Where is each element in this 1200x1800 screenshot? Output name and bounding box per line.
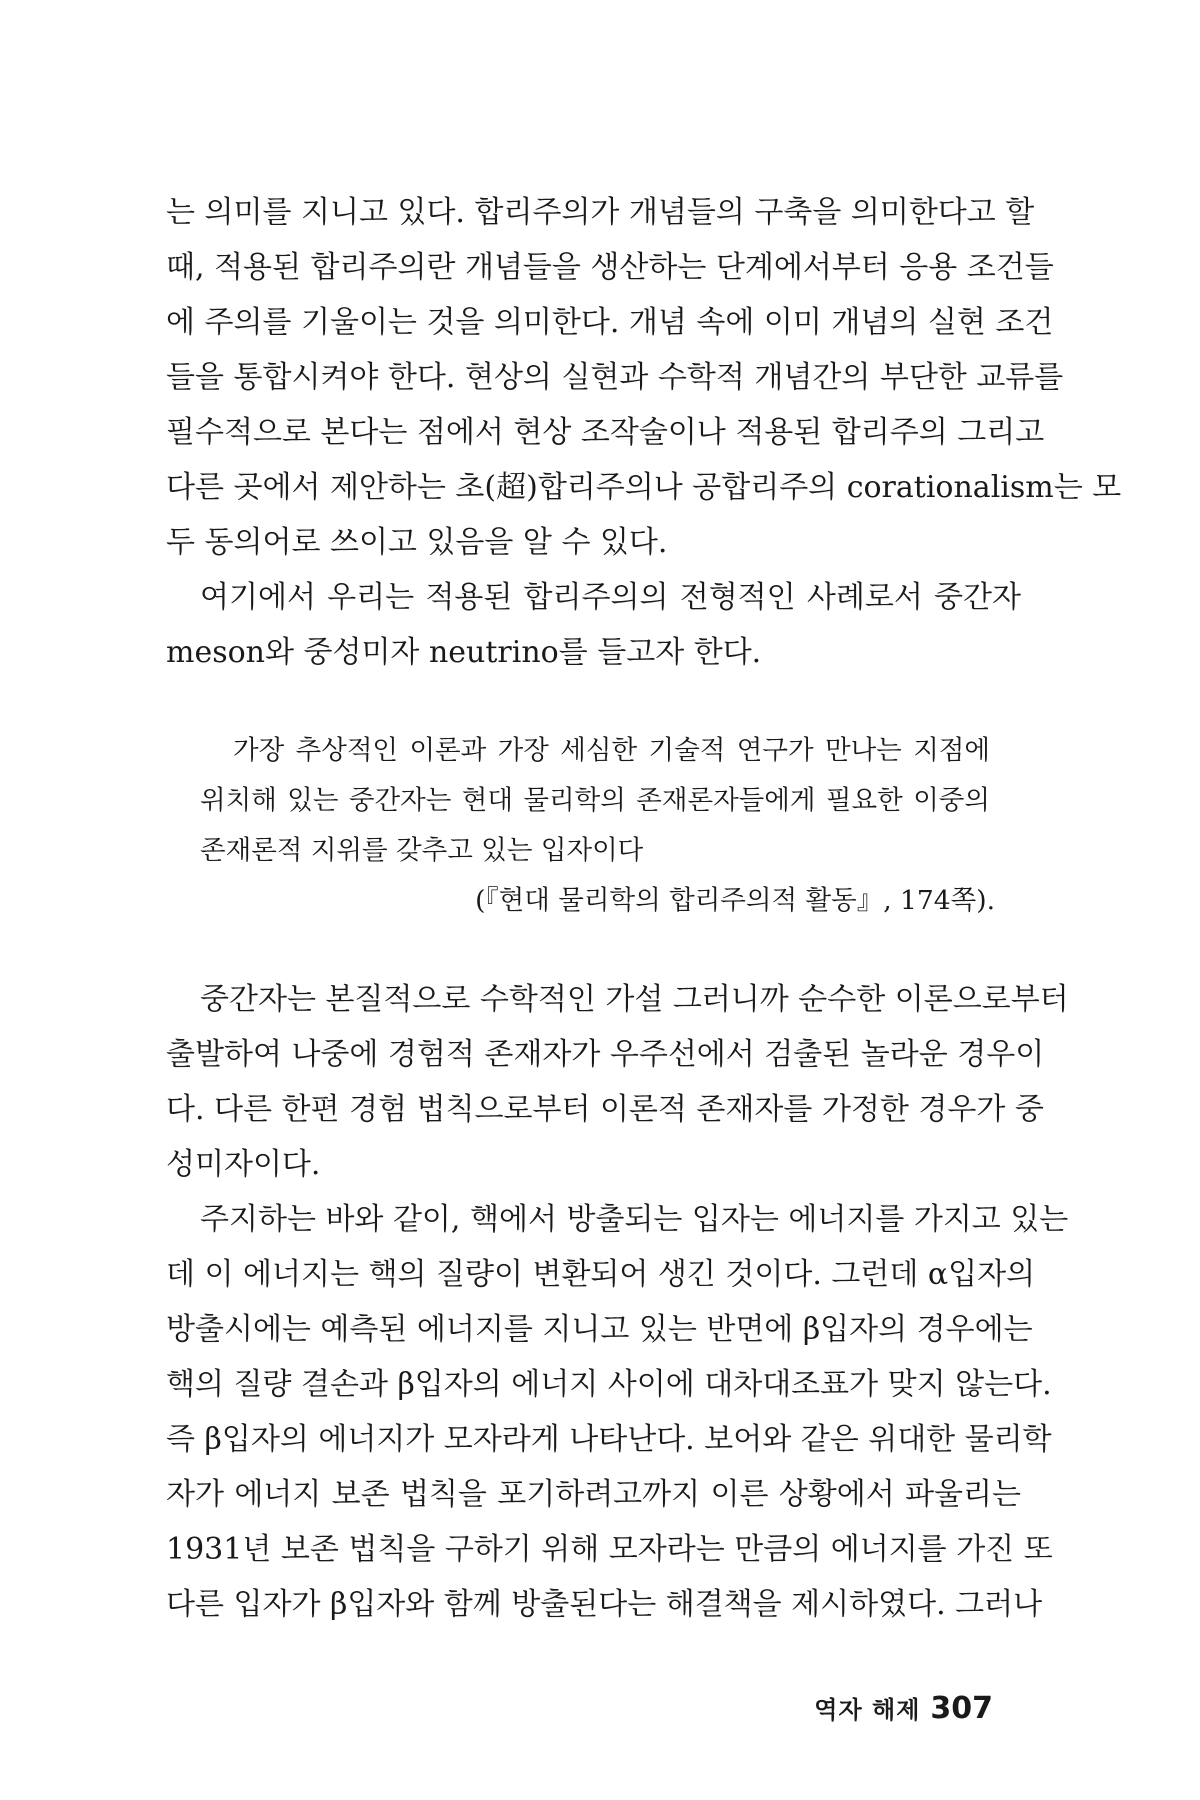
paragraph-3-line-4: 성미자이다. bbox=[166, 1147, 321, 1182]
quote-citation: (『현대 물리학의 합리주의적 활동』, 174쪽). bbox=[475, 885, 995, 916]
paragraph-4-line-7: 1931년 보존 법칙을 구하기 위해 모자라는 만큼의 에너지를 가진 또 bbox=[166, 1532, 1053, 1567]
page-number: 307 bbox=[930, 1691, 993, 1726]
quote-line-3: 존재론적 지위를 갖추고 있는 입자이다 bbox=[200, 835, 644, 866]
paragraph-1-line-7: 두 동의어로 쓰이고 있음을 알 수 있다. bbox=[166, 525, 668, 560]
paragraph-3-line-2: 출발하여 나중에 경험적 존재자가 우주선에서 검출된 놀라운 경우이 bbox=[166, 1037, 1045, 1072]
paragraph-4-line-8: 다른 입자가 β입자와 함께 방출된다는 해결책을 제시하였다. 그러나 bbox=[166, 1587, 1043, 1622]
paragraph-4-line-3: 방출시에는 예측된 에너지를 지니고 있는 반면에 β입자의 경우에는 bbox=[166, 1312, 1033, 1347]
paragraph-4-line-5: 즉 β입자의 에너지가 모자라게 나타난다. 보어와 같은 위대한 물리학 bbox=[166, 1422, 1052, 1457]
paragraph-1-line-1: 는 의미를 지니고 있다. 합리주의가 개념들의 구축을 의미한다고 할 bbox=[166, 195, 1035, 230]
running-title: 역자 해제 bbox=[814, 1696, 921, 1724]
quote-line-2: 위치해 있는 중간자는 현대 물리학의 존재론자들에게 필요한 이중의 bbox=[200, 785, 990, 816]
paragraph-4-line-1: 주지하는 바와 같이, 핵에서 방출되는 입자는 에너지를 가지고 있는 bbox=[200, 1202, 1069, 1237]
paragraph-1-line-5: 필수적으로 본다는 점에서 현상 조작술이나 적용된 합리주의 그리고 bbox=[166, 415, 1045, 450]
quote-line-1: 가장 추상적인 이론과 가장 세심한 기술적 연구가 만나는 지점에 bbox=[233, 735, 990, 766]
paragraph-1-line-6: 다른 곳에서 제안하는 초(超)합리주의나 공합리주의 corationalism는 모 bbox=[166, 470, 1122, 505]
page-footer bbox=[814, 1690, 993, 1726]
paragraph-2-line-2: meson와 중성미자 neutrino를 들고자 한다. bbox=[166, 635, 762, 670]
paragraph-3-line-1: 중간자는 본질적으로 수학적인 가설 그러니까 순수한 이론으로부터 bbox=[200, 982, 1069, 1017]
paragraph-1-line-2: 때, 적용된 합리주의란 개념들을 생산하는 단계에서부터 응용 조건들 bbox=[166, 250, 1054, 285]
paragraph-1-line-3: 에 주의를 기울이는 것을 의미한다. 개념 속에 이미 개념의 실현 조건 bbox=[166, 305, 1054, 340]
paragraph-4-line-6: 자가 에너지 보존 법칙을 포기하려고까지 이른 상황에서 파울리는 bbox=[166, 1477, 1021, 1512]
paragraph-1-line-4: 들을 통합시켜야 한다. 현상의 실현과 수학적 개념간의 부단한 교류를 bbox=[166, 360, 1064, 395]
paragraph-4-line-2: 데 이 에너지는 핵의 질량이 변환되어 생긴 것이다. 그런데 α입자의 bbox=[166, 1257, 1036, 1292]
paragraph-4-line-4: 핵의 질량 결손과 β입자의 에너지 사이에 대차대조표가 맞지 않는다. bbox=[166, 1367, 1052, 1402]
paragraph-2-line-1: 여기에서 우리는 적용된 합리주의의 전형적인 사례로서 중간자 bbox=[200, 580, 1021, 615]
paragraph-3-line-3: 다. 다른 한편 경험 법칙으로부터 이론적 존재자를 가정한 경우가 중 bbox=[166, 1092, 1044, 1127]
